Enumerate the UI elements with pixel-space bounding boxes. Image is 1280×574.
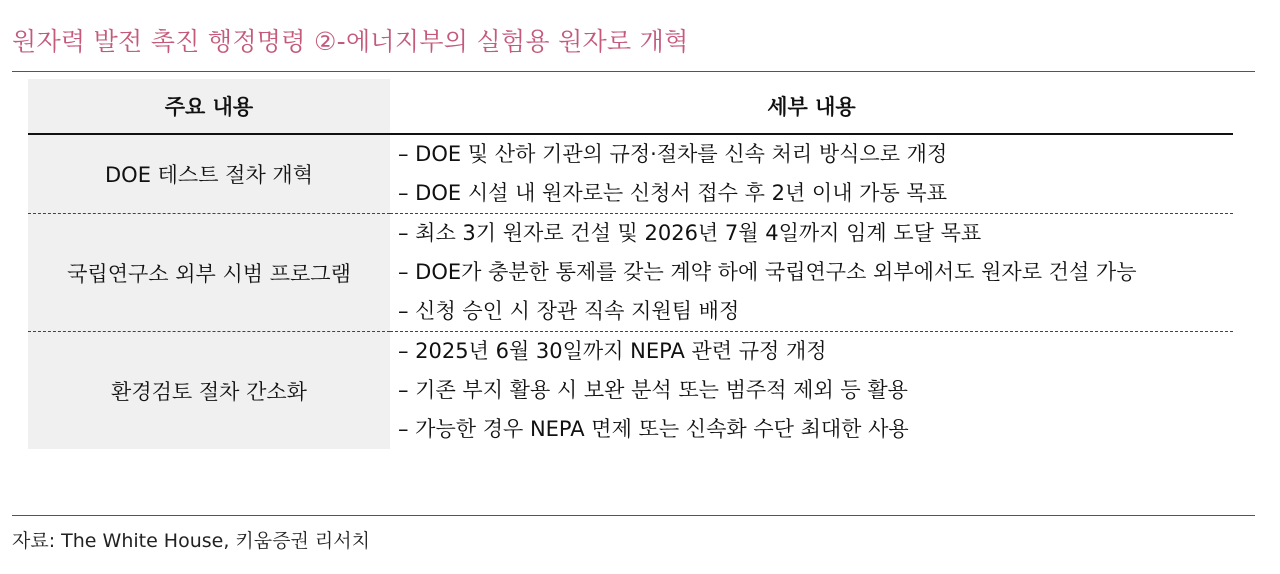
table-row — [28, 214, 1233, 332]
row-topic: 환경검토 절차 간소화 — [28, 332, 390, 450]
source-note: 자료: The White House, 키움증권 리서치 — [12, 530, 370, 552]
row-items — [390, 332, 1233, 450]
row-topic: DOE 테스트 절차 개혁 — [28, 134, 390, 214]
list-item: – 신청 승인 시 장관 직속 지원팀 배정 — [398, 299, 740, 323]
row-items — [390, 214, 1233, 332]
list-item: – 최소 3기 원자로 건설 및 2026년 7월 4일까지 임계 도달 목표 — [398, 221, 982, 245]
bottom-divider — [12, 515, 1255, 516]
list-item: – DOE가 충분한 통제를 갖는 계약 하에 국립연구소 외부에서도 원자로 건설 가능 — [398, 260, 1137, 284]
list-item: – 2025년 6월 30일까지 NEPA 관련 규정 개정 — [398, 339, 827, 363]
list-item: – DOE 및 산하 기관의 규정·절차를 신속 처리 방식으로 개정 — [398, 142, 948, 166]
top-divider — [12, 71, 1255, 72]
list-item: – DOE 시설 내 원자로는 신청서 접수 후 2년 이내 가동 목표 — [398, 181, 947, 205]
policy-table — [28, 79, 1233, 449]
page-title: 원자력 발전 촉진 행정명령 ②-에너지부의 실험용 원자로 개혁 — [12, 27, 689, 56]
list-item: – 가능한 경우 NEPA 면제 또는 신속화 수단 최대한 사용 — [398, 417, 909, 441]
row-topic: 국립연구소 외부 시범 프로그램 — [28, 214, 390, 332]
row-items — [390, 134, 1233, 214]
header-details: 세부 내용 — [390, 79, 1233, 134]
table-header-row — [28, 79, 1233, 134]
list-item: – 기존 부지 활용 시 보완 분석 또는 범주적 제외 등 활용 — [398, 378, 908, 402]
header-main-content: 주요 내용 — [28, 79, 390, 134]
table-row — [28, 332, 1233, 450]
table-row — [28, 134, 1233, 214]
